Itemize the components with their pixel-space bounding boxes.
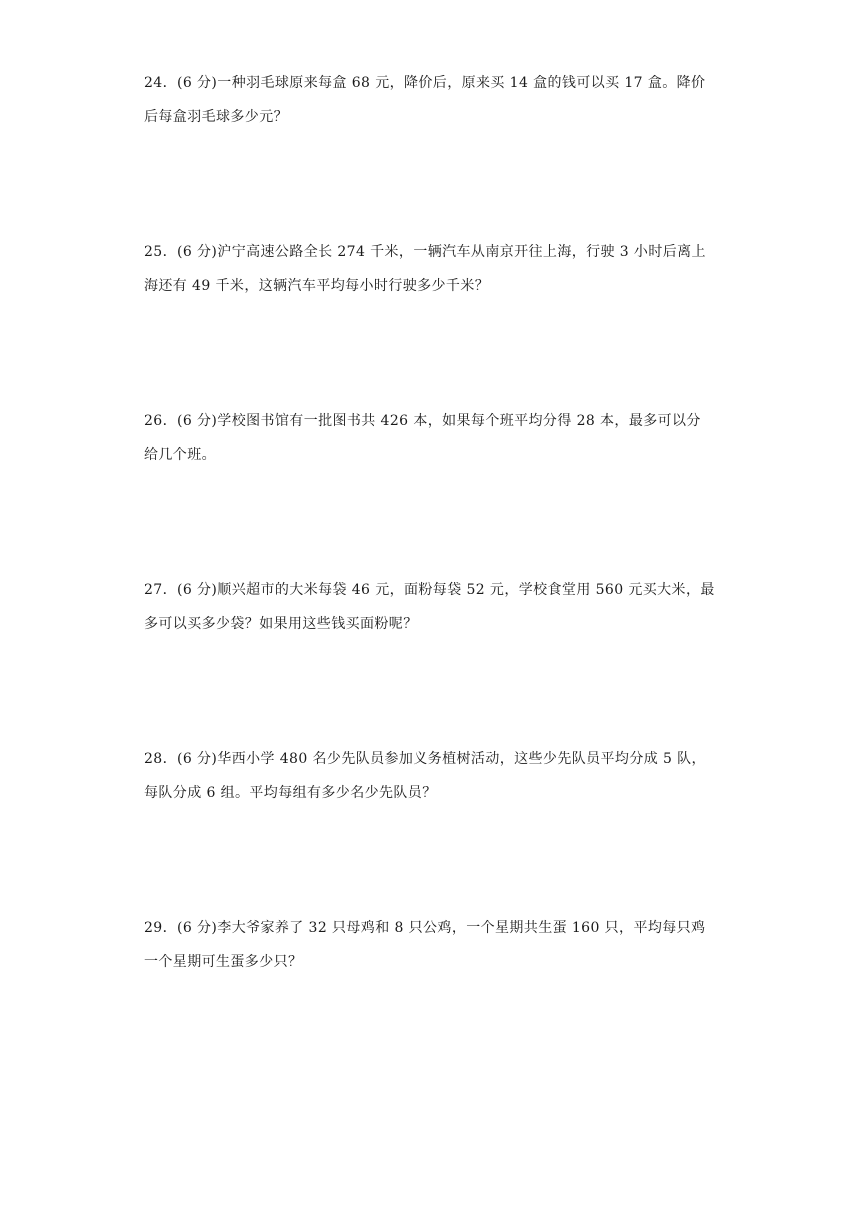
question-29-line-2: 一个星期可生蛋多少只？ — [144, 954, 303, 970]
question-24 — [144, 66, 724, 134]
question-24-line-2: 后每盒羽毛球多少元？ — [144, 109, 288, 125]
question-28-line-2: 每队分成 6 组。平均每组有多少名少先队员？ — [144, 785, 437, 801]
question-28-line-1: 28．(6 分)华西小学 480 名少先队员参加义务植树活动，这些少先队员平均分成 5 队， — [144, 751, 706, 767]
question-25 — [144, 235, 724, 303]
question-26-line-2: 给几个班。 — [144, 447, 216, 463]
question-27-line-1: 27．(6 分)顺兴超市的大米每袋 46 元，面粉每袋 52 元，学校食堂用 560 元买大米，最 — [144, 582, 715, 598]
question-25-line-2: 海还有 49 千米，这辆汽车平均每小时行驶多少千米？ — [144, 278, 490, 294]
question-25-line-1: 25．(6 分)沪宁高速公路全长 274 千米，一辆汽车从南京开往上海，行驶 3 小时后离上 — [144, 244, 706, 260]
question-26-line-1: 26．(6 分)学校图书馆有一批图书共 426 本，如果每个班平均分得 28 本，最多可以分 — [144, 413, 701, 429]
question-26 — [144, 404, 724, 472]
question-28 — [144, 742, 724, 810]
question-29-line-1: 29．(6 分)李大爷家养了 32 只母鸡和 8 只公鸡，一个星期共生蛋 160 只，平均每只鸡 — [144, 920, 706, 936]
question-27-line-2: 多可以买多少袋？如果用这些钱买面粉呢？ — [144, 616, 418, 632]
question-29 — [144, 911, 724, 979]
question-27 — [144, 573, 724, 641]
question-24-line-1: 24．(6 分)一种羽毛球原来每盒 68 元，降价后，原来买 14 盒的钱可以买 17 盒。降价 — [144, 75, 706, 91]
